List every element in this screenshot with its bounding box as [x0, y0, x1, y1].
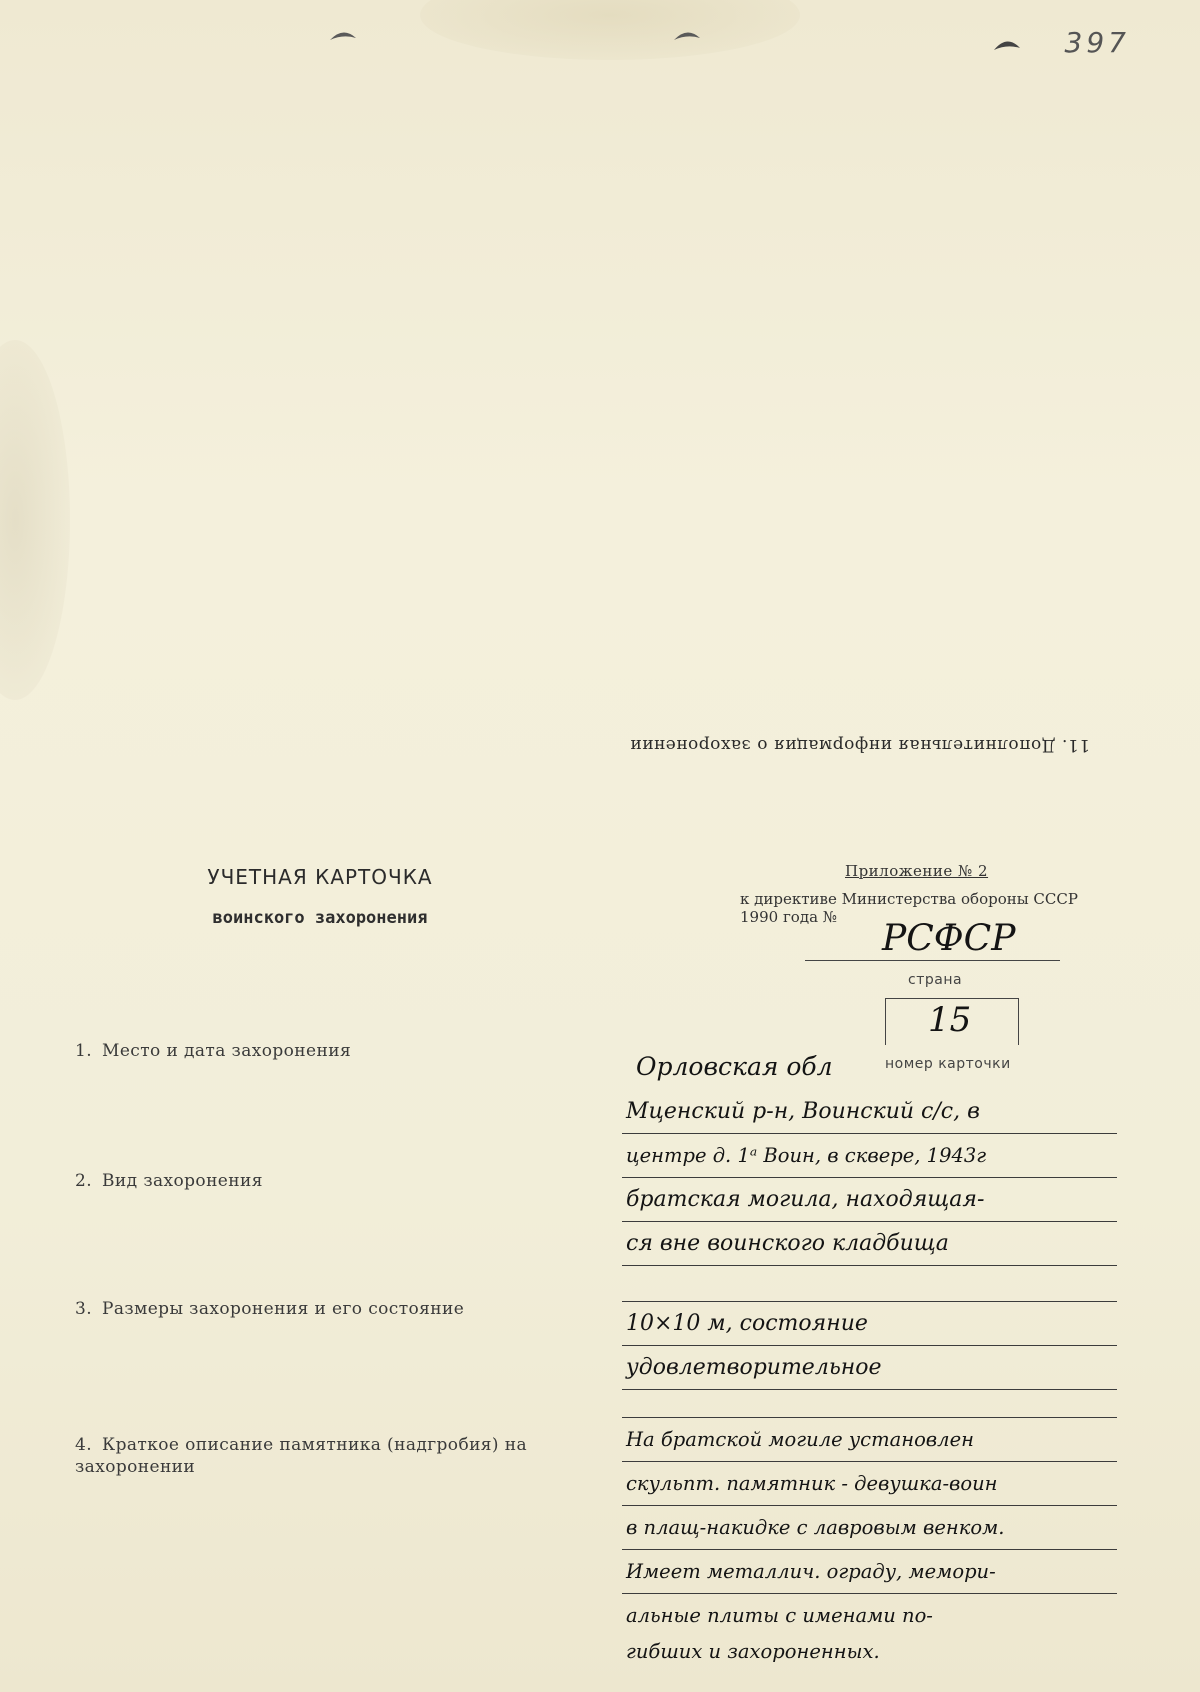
field-1-answer — [622, 1090, 1117, 1178]
country-caption: страна — [908, 972, 963, 988]
answer-line: удовлетворительное — [622, 1346, 1117, 1390]
field-4-answer — [622, 1378, 1117, 1674]
field-label-text: Место и дата захоронения — [102, 1041, 352, 1061]
country-value: РСФСР — [882, 918, 1016, 959]
card-title: УЧЕТНАЯ КАРТОЧКА — [207, 865, 433, 889]
card-number-caption: номер карточки — [885, 1056, 1011, 1072]
appendix-line-1: к директиве Министерства обороны СССР — [740, 890, 1078, 908]
field-number: 4. — [75, 1435, 93, 1455]
appendix-label: Приложение № 2 — [845, 862, 989, 880]
answer-line: Имеет металлич. ограду, мемори- — [622, 1550, 1117, 1594]
field-label-text: Краткое описание памятника (надгробия) на захоронении — [75, 1435, 528, 1477]
punch-hole-icon — [672, 28, 702, 44]
answer-line: ся вне воинского кладбища — [622, 1222, 1117, 1266]
punch-hole-icon — [328, 28, 358, 44]
answer-line: центре д. 1ᵃ Воин, в сквере, 1943г — [622, 1134, 1117, 1178]
answer-line: На братской могиле установлен — [622, 1418, 1117, 1462]
card-number-value: 15 — [928, 1000, 972, 1040]
field-4-label — [75, 1434, 595, 1478]
field-number: 1. — [75, 1041, 93, 1061]
field-1-label — [75, 1040, 595, 1062]
upside-down-heading: 11. Дополнительная информация о захоронении — [629, 735, 1090, 755]
field-2-label — [75, 1170, 595, 1192]
answer-line: гибших и захороненных. — [626, 1640, 880, 1663]
appendix-line-2: 1990 года № — [740, 908, 837, 926]
field-2-answer — [622, 1178, 1117, 1266]
answer-line — [622, 1378, 1117, 1418]
card-subtitle: воинского захоронения — [212, 908, 428, 928]
answer-line: альные плиты с именами по- — [626, 1604, 933, 1627]
paper-stain — [0, 340, 70, 700]
answer-line: скульпт. памятник - девушка-воин — [622, 1462, 1117, 1506]
field-label-text: Вид захоронения — [102, 1171, 263, 1191]
punch-hole-icon — [992, 36, 1022, 52]
field-number: 3. — [75, 1299, 93, 1319]
country-rule — [805, 960, 1060, 961]
page-number: 397 — [1064, 26, 1130, 59]
answer-line — [622, 1258, 1117, 1302]
field-3-label — [75, 1298, 595, 1320]
field-1-line-1: Орловская обл — [636, 1052, 833, 1081]
field-number: 2. — [75, 1171, 93, 1191]
answer-line: Мценский р-н, Воинский с/с, в — [622, 1090, 1117, 1134]
answer-line: 10×10 м, состояние — [622, 1302, 1117, 1346]
field-3-answer — [622, 1258, 1117, 1390]
paper-stain — [420, 0, 800, 60]
field-label-text: Размеры захоронения и его состояние — [102, 1299, 465, 1319]
answer-line: братская могила, находящая- — [622, 1178, 1117, 1222]
answer-line: в плащ-накидке с лавровым венком. — [622, 1506, 1117, 1550]
